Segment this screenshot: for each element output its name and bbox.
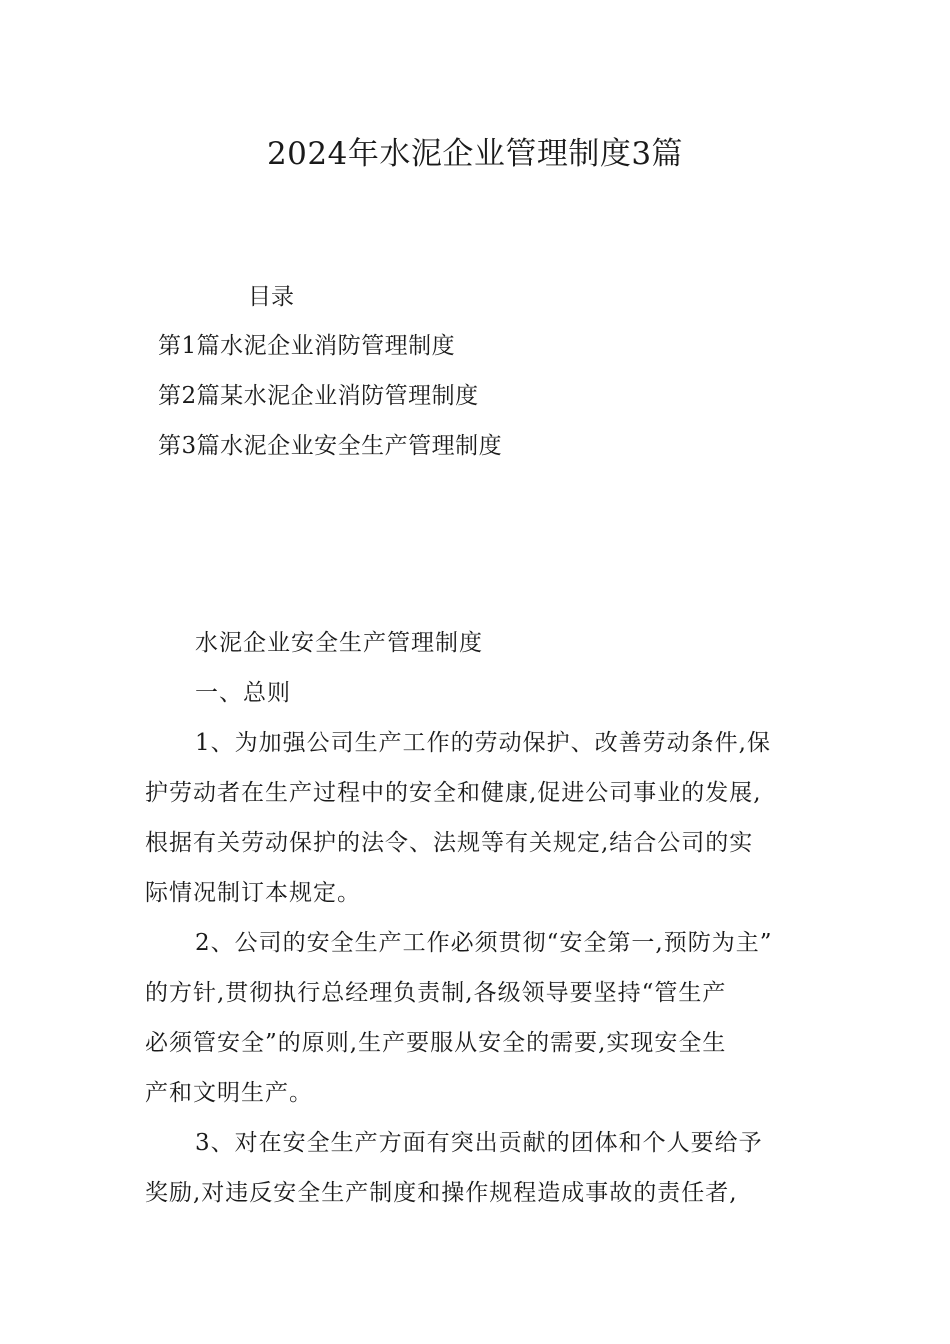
paragraph-line: 奖励,对违反安全生产制度和操作规程造成事故的责任者,	[145, 1180, 738, 1206]
paragraph-line: 的方针,贯彻执行总经理负责制,各级领导要坚持“管生产	[145, 980, 727, 1006]
paragraph-line: 1、为加强公司生产工作的劳动保护、改善劳动条件,保	[195, 730, 771, 756]
paragraph-line: 根据有关劳动保护的法令、法规等有关规定,结合公司的实	[145, 830, 754, 856]
table-of-contents	[158, 329, 502, 479]
document-title: 2024年水泥企业管理制度3篇	[266, 136, 684, 172]
toc-item: 第1篇水泥企业消防管理制度	[158, 333, 456, 359]
toc-heading: 目录	[248, 284, 294, 310]
paragraph-line: 产和文明生产。	[145, 1080, 313, 1106]
paragraph-line: 必须管安全”的原则,生产要服从安全的需要,实现安全生	[145, 1030, 727, 1056]
document-body	[145, 626, 813, 1226]
section-subtitle: 一、总则	[195, 680, 291, 706]
paragraph-line: 2、公司的安全生产工作必须贯彻“安全第一,预防为主”	[195, 930, 773, 956]
toc-item: 第3篇水泥企业安全生产管理制度	[158, 433, 503, 459]
section-title: 水泥企业安全生产管理制度	[195, 630, 483, 656]
toc-item: 第2篇某水泥企业消防管理制度	[158, 383, 479, 409]
paragraph-line: 护劳动者在生产过程中的安全和健康,促进公司事业的发展,	[145, 780, 762, 806]
paragraph-line: 际情况制订本规定。	[145, 880, 361, 906]
paragraph-line: 3、对在安全生产方面有突出贡献的团体和个人要给予	[195, 1130, 763, 1156]
